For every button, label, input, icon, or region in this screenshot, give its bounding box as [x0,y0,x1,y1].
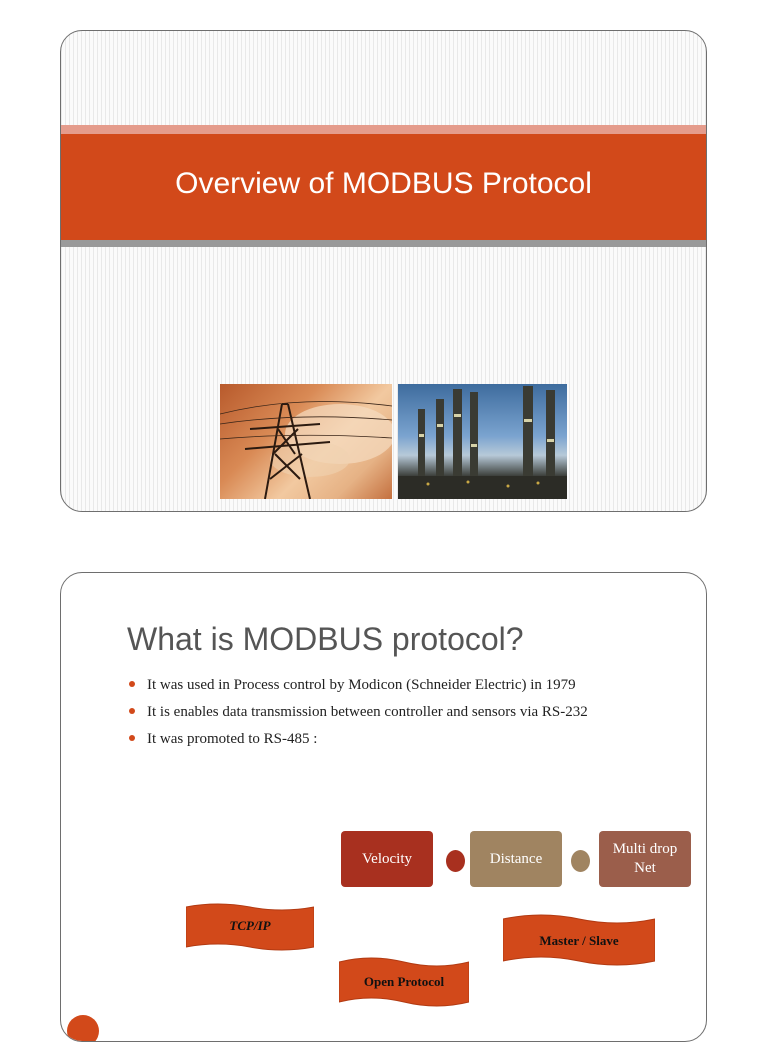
refinery-towers-photo [398,384,567,499]
distance-label: Distance [489,850,543,867]
title-slide [60,30,707,512]
multidrop-label-line1: Multi drop [612,841,678,857]
velocity-box [341,831,433,887]
bullet-item: It was promoted to RS-485 : [127,729,588,756]
title-band-accent [61,125,706,134]
master-slave-label: Master / Slave [539,933,619,948]
velocity-label: Velocity [362,850,412,867]
connector-dot [571,850,590,872]
slide-title: Overview of MODBUS Protocol [175,167,592,200]
open-protocol-label: Open Protocol [363,974,445,989]
connector-dot [446,850,465,872]
open-protocol-flag [339,956,469,1010]
master-slave-flag [503,913,655,969]
tcpip-flag [186,903,314,953]
title-band-shadow [61,240,706,247]
bullet-item: It is enables data transmission between controller and sensors via RS-232 [127,702,588,729]
bullet-item: It was used in Process control by Modicon (Schneider Electric) in 1979 [127,675,588,702]
multidrop-label [613,840,678,878]
tcpip-label: TCP/IP [229,918,271,933]
multidrop-label-line2: Net [634,860,656,876]
multidrop-net-box [599,831,691,887]
slide-heading: What is MODBUS protocol? [127,621,524,657]
content-slide [60,572,707,1042]
power-lines-photo [220,384,392,499]
distance-box [470,831,562,887]
bullet-list [127,675,588,756]
corner-decoration [67,1015,99,1042]
